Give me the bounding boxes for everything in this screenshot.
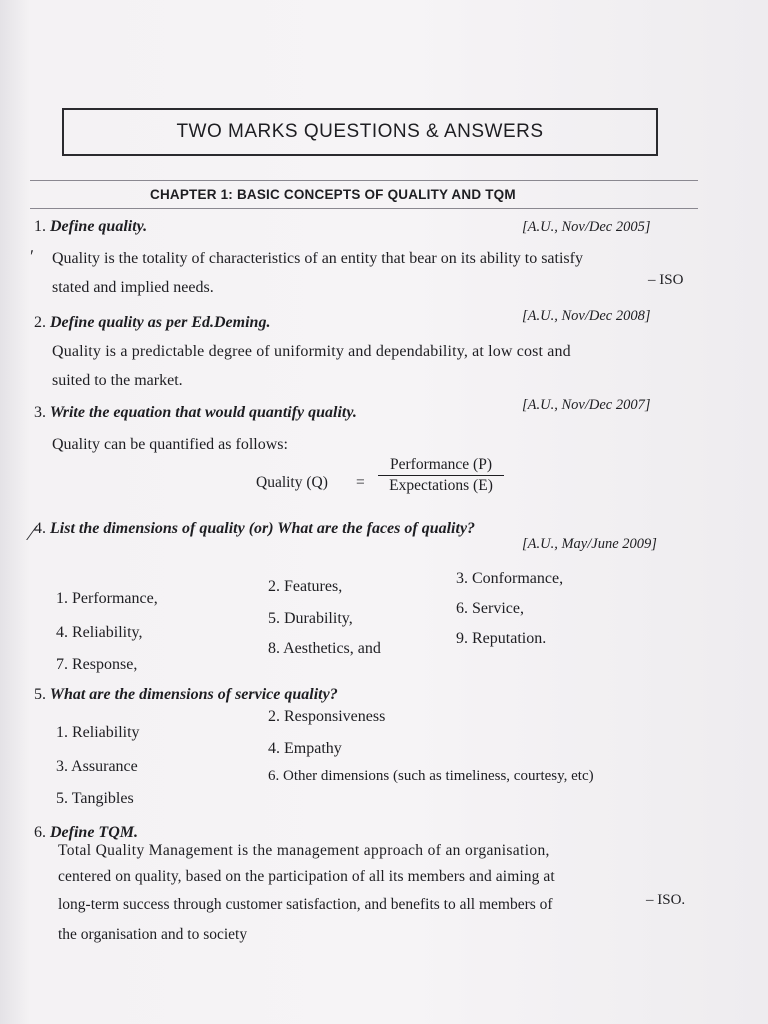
question-2 — [34, 314, 270, 332]
list-item: 5. Durability, — [268, 610, 353, 627]
question-5-text: What are the dimensions of service quality? — [49, 686, 338, 703]
answer-6-line-3: long-term success through customer satisfaction, and benefits to all members of — [58, 896, 553, 913]
question-3 — [34, 404, 357, 422]
equation-fraction — [378, 456, 504, 495]
list-item: 7. Response, — [56, 656, 138, 673]
question-5-number: 5. — [34, 686, 46, 703]
answer-6-line-1: Total Quality Management is the management approach of an organisation, — [58, 842, 550, 859]
answer-1-line-2: stated and implied needs. — [52, 279, 214, 296]
equation-equals: = — [356, 474, 365, 491]
list-item: 8. Aesthetics, and — [268, 640, 381, 657]
list-item: 6. Service, — [456, 600, 524, 617]
question-1 — [34, 218, 147, 236]
answer-6-source: – ISO. — [646, 892, 686, 908]
equation-lhs: Quality (Q) — [256, 474, 328, 491]
list-item: 4. Reliability, — [56, 624, 143, 641]
list-item: 3. Conformance, — [456, 570, 564, 587]
question-3-number: 3. — [34, 404, 46, 421]
question-2-reference: [A.U., Nov/Dec 2008] — [522, 308, 651, 324]
question-3-reference: [A.U., Nov/Dec 2007] — [522, 397, 651, 413]
answer-6-line-4: the organisation and to society — [58, 926, 248, 943]
answer-2-line-2: suited to the market. — [52, 372, 183, 389]
list-item: 6. Other dimensions (such as timeliness, courtesy, etc) — [268, 768, 594, 784]
question-4-number: 4. — [34, 520, 46, 537]
answer-1-source: – ISO — [648, 272, 684, 288]
question-6-number: 6. — [34, 824, 46, 841]
answer-6-line-2: centered on quality, based on the participation of all its members and aiming at — [58, 868, 555, 885]
list-item: 5. Tangibles — [56, 790, 134, 807]
divider-top — [30, 180, 698, 181]
question-6-text: Define TQM. — [50, 824, 138, 841]
question-3-text: Write the equation that would quantify quality. — [49, 404, 357, 421]
list-item: 2. Responsiveness — [268, 708, 386, 725]
equation-denominator: Expectations (E) — [389, 477, 493, 494]
list-item: 9. Reputation. — [456, 630, 547, 647]
fraction-bar — [378, 475, 504, 476]
page-title: TWO MARKS QUESTIONS & ANSWERS — [176, 121, 544, 142]
question-2-number: 2. — [34, 314, 46, 331]
equation-numerator: Performance (P) — [390, 456, 492, 473]
answer-2-line-1: Quality is a predictable degree of uniformity and dependability, at low cost and — [52, 343, 571, 360]
tick-mark: ʹ — [30, 246, 34, 266]
question-4 — [34, 520, 475, 538]
list-item: 1. Reliability — [56, 724, 140, 741]
question-4-reference: [A.U., May/June 2009] — [522, 536, 657, 552]
question-1-number: 1. — [34, 218, 46, 235]
tick-mark-2: ∕ — [30, 520, 34, 545]
question-1-reference: [A.U., Nov/Dec 2005] — [522, 219, 651, 235]
list-item: 1. Performance, — [56, 590, 158, 607]
question-2-text: Define quality as per Ed.Deming. — [50, 314, 271, 331]
question-5 — [34, 686, 338, 704]
divider-bottom — [30, 208, 698, 209]
question-6 — [34, 824, 138, 842]
list-item: 3. Assurance — [56, 758, 138, 775]
question-1-text: Define quality. — [50, 218, 148, 235]
page-title-box — [62, 108, 658, 156]
answer-3-line-1: Quality can be quantified as follows: — [52, 436, 288, 453]
chapter-heading: CHAPTER 1: BASIC CONCEPTS OF QUALITY AND TQM — [150, 187, 516, 202]
question-4-text: List the dimensions of quality (or) What are the faces of quality? — [50, 520, 476, 537]
list-item: 4. Empathy — [268, 740, 342, 757]
answer-1-line-1: Quality is the totality of characteristics of an entity that bear on its ability to satisfy — [52, 250, 583, 267]
list-item: 2. Features, — [268, 578, 343, 595]
